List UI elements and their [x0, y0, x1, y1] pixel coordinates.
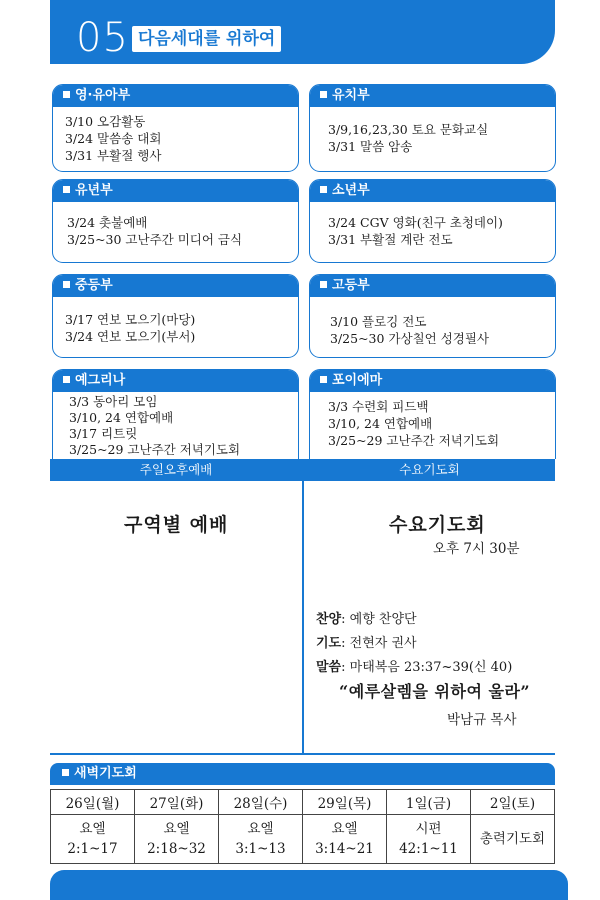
- dept-card-poiema: [309, 369, 556, 459]
- wednesday-service-label: 수요기도회: [399, 462, 460, 477]
- scripture-cell: [219, 815, 303, 864]
- day-cell: 28일(수): [219, 790, 303, 815]
- services-bottom-line: [50, 753, 555, 755]
- day-cell: 27일(화): [135, 790, 219, 815]
- dept-card-kindergarten: [309, 84, 556, 172]
- dept-line: 3/25~30 고난주간 미디어 금식: [67, 232, 243, 247]
- dept-line: 3/10, 24 연합예배: [69, 410, 174, 425]
- dept-line: 3/17 리트릿: [69, 426, 138, 441]
- dept-line: 3/24 촛불예배: [67, 215, 148, 230]
- dept-card-middle-school: [52, 274, 299, 358]
- book: 요엘: [79, 821, 106, 837]
- square-bullet-icon: [320, 281, 327, 288]
- table-row: [51, 815, 555, 864]
- book: 요엘: [163, 821, 190, 837]
- square-bullet-icon: [320, 186, 327, 193]
- dept-line: 3/25~29 고난주간 저녁기도회: [69, 442, 241, 457]
- day-cell: 29일(목): [303, 790, 387, 815]
- day-cell: 2일(토): [471, 790, 555, 815]
- dept-line: 3/10 플로깅 전도: [330, 314, 427, 329]
- day-cell: 26일(월): [51, 790, 135, 815]
- sermon-title: “예루살렘을 위하여 울라”: [339, 682, 531, 701]
- day-cell: 1일(금): [387, 790, 471, 815]
- scripture-cell: [303, 815, 387, 864]
- dept-line: 3/31 부활절 계란 전도: [328, 232, 453, 247]
- book: 시편: [415, 821, 442, 837]
- ref: 2:1~17: [67, 841, 118, 857]
- section-number: 05: [76, 15, 129, 61]
- dept-name: 포이에마: [332, 373, 383, 388]
- dept-line: 3/31 부활절 행사: [65, 148, 162, 163]
- dept-name: 유치부: [332, 88, 370, 103]
- dept-line: 3/10, 24 연합예배: [328, 416, 433, 431]
- word-line: [316, 656, 512, 675]
- scripture-cell: [135, 815, 219, 864]
- dept-line: 3/31 말씀 암송: [328, 139, 413, 154]
- prayer-line: [316, 632, 417, 651]
- square-bullet-icon: [63, 376, 70, 383]
- dept-line: 3/25~30 가상칠언 성경필사: [330, 331, 489, 346]
- square-bullet-icon: [62, 769, 69, 776]
- ref: 42:1~11: [399, 841, 458, 857]
- prayer-label: 기도: [316, 636, 342, 651]
- dept-line: 3/17 연보 모으기(마당): [65, 312, 196, 327]
- preacher-name: 박남규 목사: [447, 712, 517, 728]
- section-title: 다음세대를 위하여: [132, 26, 281, 52]
- ref: 3:1~13: [235, 841, 286, 857]
- dept-card-elementary-senior: [309, 179, 556, 263]
- praise-value: : 예향 찬양단: [341, 612, 417, 627]
- dept-card-infant: [52, 84, 299, 172]
- book: 요엘: [331, 821, 358, 837]
- dept-line: 3/3 동아리 모임: [69, 394, 158, 409]
- dept-line: 3/24 연보 모으기(부서): [65, 329, 196, 344]
- scripture-cell: [51, 815, 135, 864]
- dept-name: 영·유아부: [75, 88, 131, 103]
- square-bullet-icon: [320, 91, 327, 98]
- table-row: [51, 790, 555, 815]
- prayer-value: : 전현자 권사: [341, 636, 417, 651]
- dept-card-high-school: [309, 274, 556, 358]
- word-value: : 마태복음 23:37~39(신 40): [341, 660, 513, 675]
- dept-line: 3/3 수련회 피드백: [328, 399, 429, 414]
- praise-label: 찬양: [316, 612, 342, 627]
- page-header: [50, 0, 555, 64]
- dept-line: 3/24 말씀송 대회: [65, 131, 162, 146]
- square-bullet-icon: [320, 376, 327, 383]
- dept-line: 3/10 오감활동: [65, 114, 146, 129]
- book: 요엘: [247, 821, 274, 837]
- dawn-prayer-title: 새벽기도회: [74, 766, 137, 781]
- sunday-service-label: 주일오후예배: [139, 462, 213, 477]
- dept-line: 3/25~29 고난주간 저녁기도회: [328, 433, 500, 448]
- ref: 3:14~21: [315, 841, 374, 857]
- dept-line: 3/9,16,23,30 토요 문화교실: [328, 122, 489, 137]
- word-label: 말씀: [316, 660, 342, 675]
- dept-name: 중등부: [75, 278, 113, 293]
- scripture-cell: [471, 815, 555, 864]
- dept-name: 소년부: [332, 183, 370, 198]
- dawn-prayer-table: [50, 789, 555, 864]
- praise-line: [316, 608, 417, 627]
- dawn-prayer-header: [50, 763, 555, 785]
- dept-card-yegeurina: [52, 369, 299, 459]
- square-bullet-icon: [63, 281, 70, 288]
- square-bullet-icon: [63, 186, 70, 193]
- wednesday-service-time: 오후 7시 30분: [433, 541, 520, 557]
- dept-name: 고등부: [332, 278, 370, 293]
- scripture-cell: [387, 815, 471, 864]
- dept-card-elementary-junior: [52, 179, 299, 263]
- ref: 2:18~32: [147, 841, 206, 857]
- square-bullet-icon: [63, 91, 70, 98]
- book: 총력기도회: [479, 831, 546, 847]
- dept-line: 3/24 CGV 영화(친구 초청데이): [328, 215, 503, 230]
- dept-name: 유년부: [75, 183, 113, 198]
- services-divider: [302, 459, 304, 753]
- dept-name: 예그리나: [75, 373, 126, 388]
- sunday-service-title: 구역별 예배: [124, 514, 229, 536]
- wednesday-service-title: 수요기도회: [389, 514, 486, 536]
